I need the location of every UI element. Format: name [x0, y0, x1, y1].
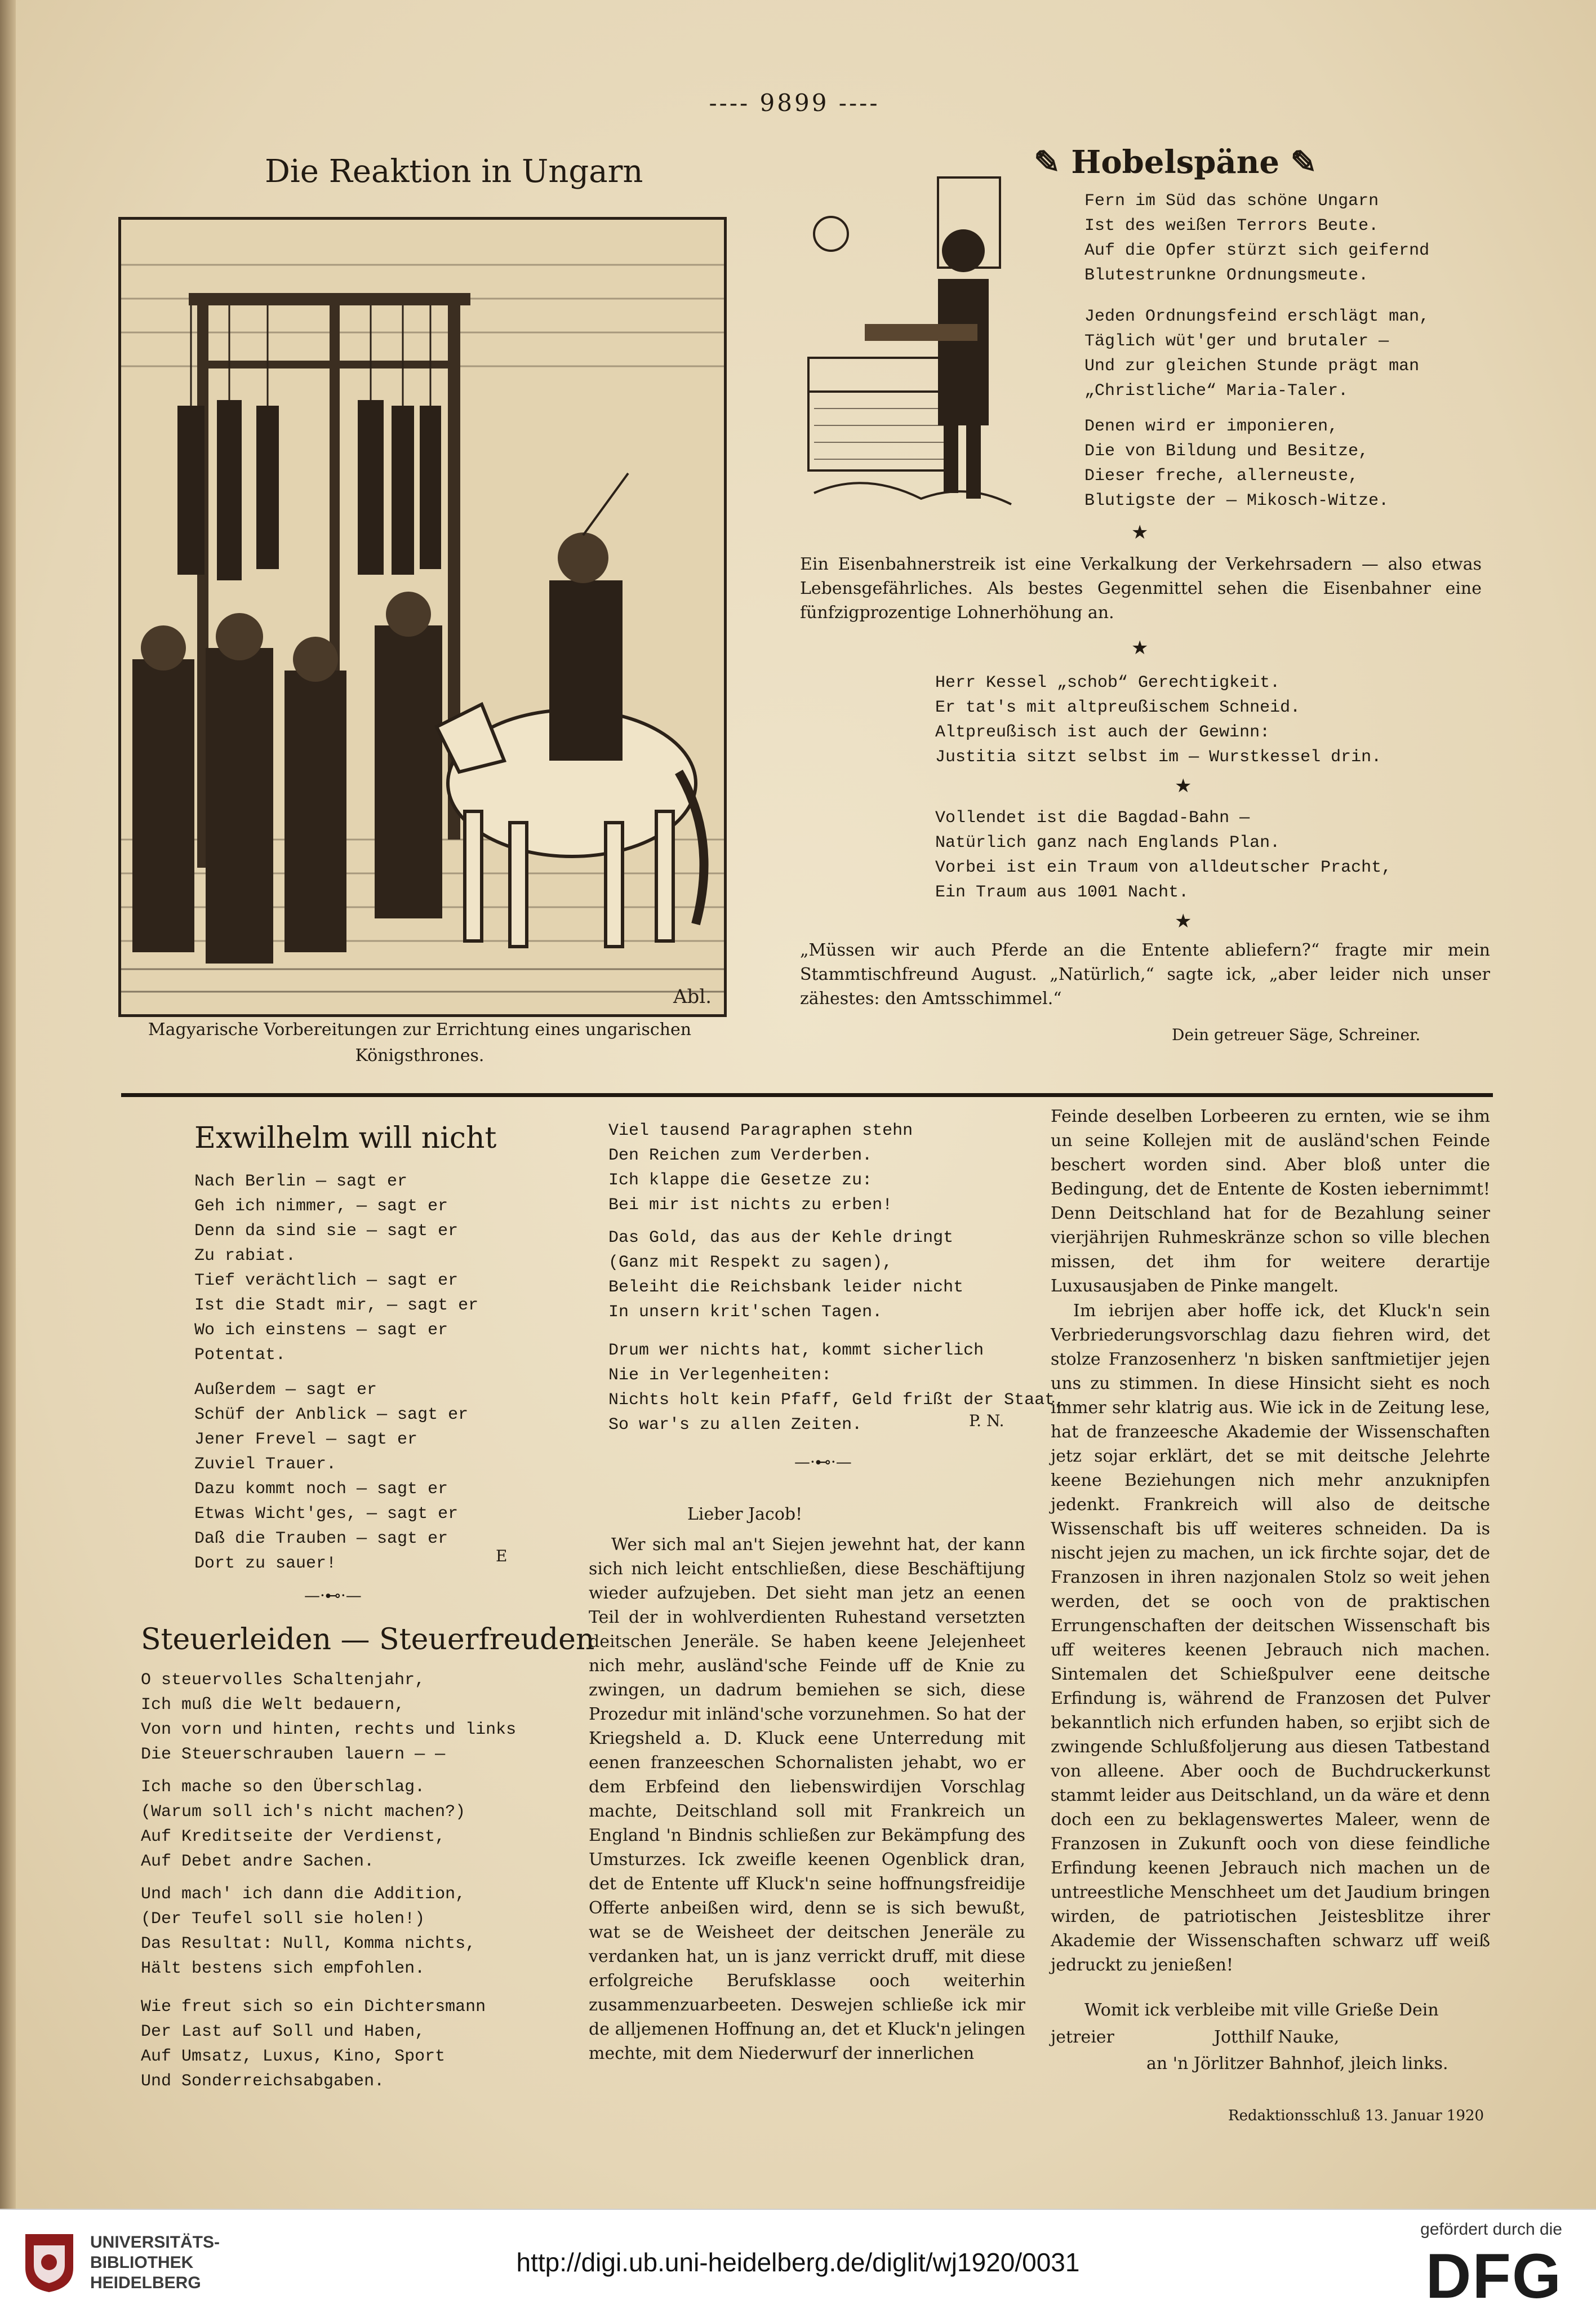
hobelspaene-paragraph-2: „Müssen wir auch Pferde an die Entente abliefern?“ fragte mir mein Stammtischfreund August. „Natürlich,“ sagte ick, „aber leider nich unser zähestes: den Amtsschimmel.“ — [800, 940, 1490, 1009]
steuerleiden-stanza-4: Wie freut sich so ein Dichtersmann Der Last auf Soll und Haben, Auf Umsatz, Luxus, Kino, Sport Und Sonderreichsabgaben. — [141, 1997, 486, 2091]
column-1-divider: —·⊷·— — [304, 1586, 362, 1605]
letter-body-part-2: Feinde deselben Lorbeeren zu ernten, wie se ihm un seine Kollejen mit de ausländ'schen Feinde beschert worden sind. Aber bloß unter die Bedingung, det de Entente de Kosten iebernimmt! Denn Deitschland hat for de Bezahlung seiner vierjährijen Ruhmeskränze schon so ville blechen missen, det ihm for weitere derartije Luxusausjaben de Pinke mangelt. — [1051, 1107, 1490, 1296]
letter-closing: Womit ick verbleibe mit ville Grieße Dein — [1084, 2000, 1439, 2020]
exwilhelm-poem-part-2: Außerdem — sagt er Schüf der Anblick — sagt er Jener Frevel — sagt er Zuviel Trauer. Dazu kommt noch — sagt er Etwas Wicht'ges, — sagt er Daß die Trauben — sagt er Dort zu sauer! — [194, 1380, 469, 1573]
column-2-poem-signature: P. N. — [969, 1411, 1004, 1430]
svg-text:Abl.: Abl. — [673, 985, 712, 1008]
illustration-title: Die Reaktion in Ungarn — [265, 153, 643, 190]
gallows-illustration — [118, 217, 727, 1017]
hobelspaene-stanza-4: Herr Kessel „schob“ Gerechtigkeit. Er tat's mit altpreußischem Schneid. Altpreußisch ist auch der Gewinn: Justitia sitzt selbst im — Wurstkessel drin. — [935, 673, 1382, 767]
uni-name-line-2: BIBLIOTHEK — [90, 2253, 194, 2272]
column-2-poem-stanza-2: Das Gold, das aus der Kehle dringt (Ganz mit Respekt zu sagen), Beleiht die Reichsbank leider nicht In unsern krit'schen Tagen. — [608, 1228, 964, 1322]
star-divider-3: ★ — [1175, 775, 1192, 797]
steuerleiden-stanza-2: Ich mache so den Überschlag. (Warum soll ich's nicht machen?) Auf Kreditseite der Verdienst, Auf Debet andre Sachen. — [141, 1778, 466, 1871]
horizontal-rule — [121, 1093, 1493, 1097]
hobelspaene-title: ✎ Hobelspäne ✎ — [1034, 144, 1317, 181]
letter-sign-left: jetreier — [1051, 2027, 1114, 2047]
gallows-drawing — [121, 220, 724, 1014]
letter-sign-address: an 'n Jörlitzer Bahnhof, jleich links. — [1146, 2054, 1448, 2074]
digital-url-link[interactable]: http://digi.ub.uni-heidelberg.de/diglit/wj1920/0031 — [516, 2248, 1080, 2277]
exwilhelm-title: Exwilhelm will nicht — [194, 1121, 497, 1155]
carpenter-drawing — [797, 155, 1053, 513]
letter-sign-name: Jotthilf Nauke, — [1214, 2027, 1340, 2047]
hobelspaene-paragraph-1: Ein Eisenbahnerstreik ist eine Verkalkung der Verkehrsadern — also etwas Lebensgefährliches. Als bestes Gegenmittel sehen die Eisenbahner eine fünfzigprozentige Lohnerhöhung an. — [800, 554, 1482, 623]
hobelspaene-stanza-1: Fern im Süd das schöne Ungarn Ist des weißen Terrors Beute. Auf die Opfer stürzt sich geifernd Blutestrunkne Ordnungsmeute. — [1084, 192, 1430, 285]
hobelspaene-stanza-5: Vollendet ist die Bagdad-Bahn — Natürlich ganz nach Englands Plan. Vorbei ist ein Traum von alldeutscher Pracht, Ein Traum aus 1001 Nacht. — [935, 809, 1392, 902]
star-divider-1: ★ — [1131, 521, 1149, 544]
footer-bar — [0, 2209, 1596, 2322]
star-divider-4: ★ — [1175, 910, 1192, 933]
steuerleiden-title: Steuerleiden — Steuerfreuden — [141, 1623, 595, 1657]
carpenter-sketch — [797, 155, 1053, 513]
funded-by-label: gefördert durch die — [1420, 2220, 1562, 2239]
column-2-divider: —·⊷·— — [794, 1453, 852, 1471]
column-2-poem-stanza-1: Viel tausend Paragraphen stehn Den Reichen zum Verderben. Ich klappe die Gesetze zu: Bei mir ist nichts zu erben! — [608, 1121, 913, 1215]
uni-name-line-3: HEIDELBERG — [90, 2274, 201, 2292]
dfg-logo: DFG — [1425, 2241, 1562, 2311]
illustration-caption — [96, 1017, 744, 1069]
letter-body-part-1: Wer sich mal an't Siejen jewehnt hat, der kann sich nich leicht entschließen, diese Beschäftijung wieder aufzujeben. Det sieht man jetz an eenen Teil der in wohlverdienten Ruhestand versetzten deitschen Jeneräle. Se haben keene Jelejenheet nich mehr, ausländ'sche Feinde uff de Knie zu zwingen, un dadrum bemiehen se sich, diese Prozedur mit inländ'sche vorzunehmen. So hat der Kriegsheld a. D. Kluck eene Unterredung mit eenen franzeeschen Schornalisten jehabt, wo er dem Erbfeind den liebenswirdijen Vorschlag machte, Deitschland soll mit Frankreich un England 'n Bindnis schließen zur Bekämpfung des Umsturzes. Ick zweifle keenen Ogenblick dran, det de Entente uff Kluck'n seine hoffnungsfreidije Offerte anbeißen wird, denn se is sich bewußt, wat se de Weisheet der deitschen Jeneräle zu verdanken hat, un is janz verrickt druff, mit diese erfolgreiche Berufsklasse ooch weiterhin zusammenzuarbeeten. Deswejen schließe ick mir de alljemenen Hoffnung an, det et Kluck'n jelingen mechte, mit dem Niederwurf der innerlichen — [589, 1535, 1025, 2063]
star-divider-2: ★ — [1131, 637, 1149, 659]
letter-body-part-3: Im iebrijen aber hoffe ick, det Kluck'n sein Verbriederungsvorschlag dazu fiehren wird, det stolze Franzosenherz 'n bisken sanftmietijer jejen uns zu stimmen. In diese Hinsicht sieht es noch immer sehr klatrig aus. Wie ick in de Zeitung lese, hat de franzeesche Akademie der Wissenschaften jetz sojar erklärt, det se mit deitsche Jelehrte keene Beziehungen nich mehr anzuknipfen jedenkt. Frankreich will also de deitsche Wissenschaft bis uff weiteres schneiden. Da is nischt jejen zu machen, un ick firchte sojar, det de Franzosen in ihren nazjonalen Stolz so weit jehen werden, det se ooch von de praktischen Errungenschaften der deitschen Wissenschaft bis uff weiteres keenen Jebrauch nich machen. Sintemalen det Schießpulver eene deitsche Erfindung is, während de Franzosen det Pulver bekanntlich nich erfunden haben, so erjibt sich de zwingende Schlußfoljerung aus diesen Tatbestand von alleene. Aber ooch de Buchdruckerkunst stammt leider aus Deitschland, un da wäre et denn doch een zu beklagenswertes Maleer, wenn de Franzosen in Zukunft ooch von diese feindliche Erfindung keenen Jebrauch nich machen un de untreestliche Menschheet um det Jaudium bringen wirden, de patriotischen Jeistesblitze ihrer Akademie der Wissenschaften schwarz uff weiß jedruckt zu jenießen! — [1051, 1301, 1490, 1975]
caption-line-1: Magyarische Vorbereitungen zur Errichtung eines ungarischen — [148, 1020, 692, 1040]
steuerleiden-stanza-3: Und mach' ich dann die Addition, (Der Teufel soll sie holen!) Das Resultat: Null, Komma nichts, Hält bestens sich empfohlen. — [141, 1885, 476, 1978]
hobelspaene-stanza-3: Denen wird er imponieren, Die von Bildung und Besitze, Dieser freche, allerneuste, Blutigste der — Mikosch-Witze. — [1084, 417, 1389, 510]
exwilhelm-signature: E — [496, 1547, 508, 1565]
hobelspaene-signature: Dein getreuer Säge, Schreiner. — [1172, 1025, 1421, 1044]
redaktionsschluss: Redaktionsschluß 13. Januar 1920 — [1228, 2107, 1484, 2124]
page-number: ---- 9899 ---- — [709, 89, 880, 117]
letter-title: Lieber Jacob! — [687, 1504, 803, 1524]
binding-edge — [0, 0, 16, 2209]
exwilhelm-poem-part-1: Nach Berlin — sagt er Geh ich nimmer, — sagt er Denn da sind sie — sagt er Zu rabiat. Tief verächtlich — sagt er Ist die Stadt mir, — sagt er Wo ich einstens — sagt er Potentat. — [194, 1172, 479, 1365]
caption-line-2: Königsthrones. — [355, 1046, 484, 1065]
column-2-poem-stanza-3: Drum wer nichts hat, kommt sicherlich Nie in Verlegenheiten: Nichts holt kein Pfaff, Geld frißt der Staat, So war's zu allen Zeiten. — [608, 1341, 1065, 1435]
hobelspaene-stanza-2: Jeden Ordnungsfeind erschlägt man, Täglich wüt'ger und brutaler — Und zur gleichen Stunde prägt man „Christliche“ Maria-Taler. — [1084, 307, 1430, 401]
steuerleiden-stanza-1: O steuervolles Schaltenjahr, Ich muß die Welt bedauern, Von vorn und hinten, rechts und links Die Steuerschrauben lauern — — — [141, 1671, 517, 1764]
uni-name-line-1: UNIVERSITÄTS- — [90, 2233, 220, 2252]
